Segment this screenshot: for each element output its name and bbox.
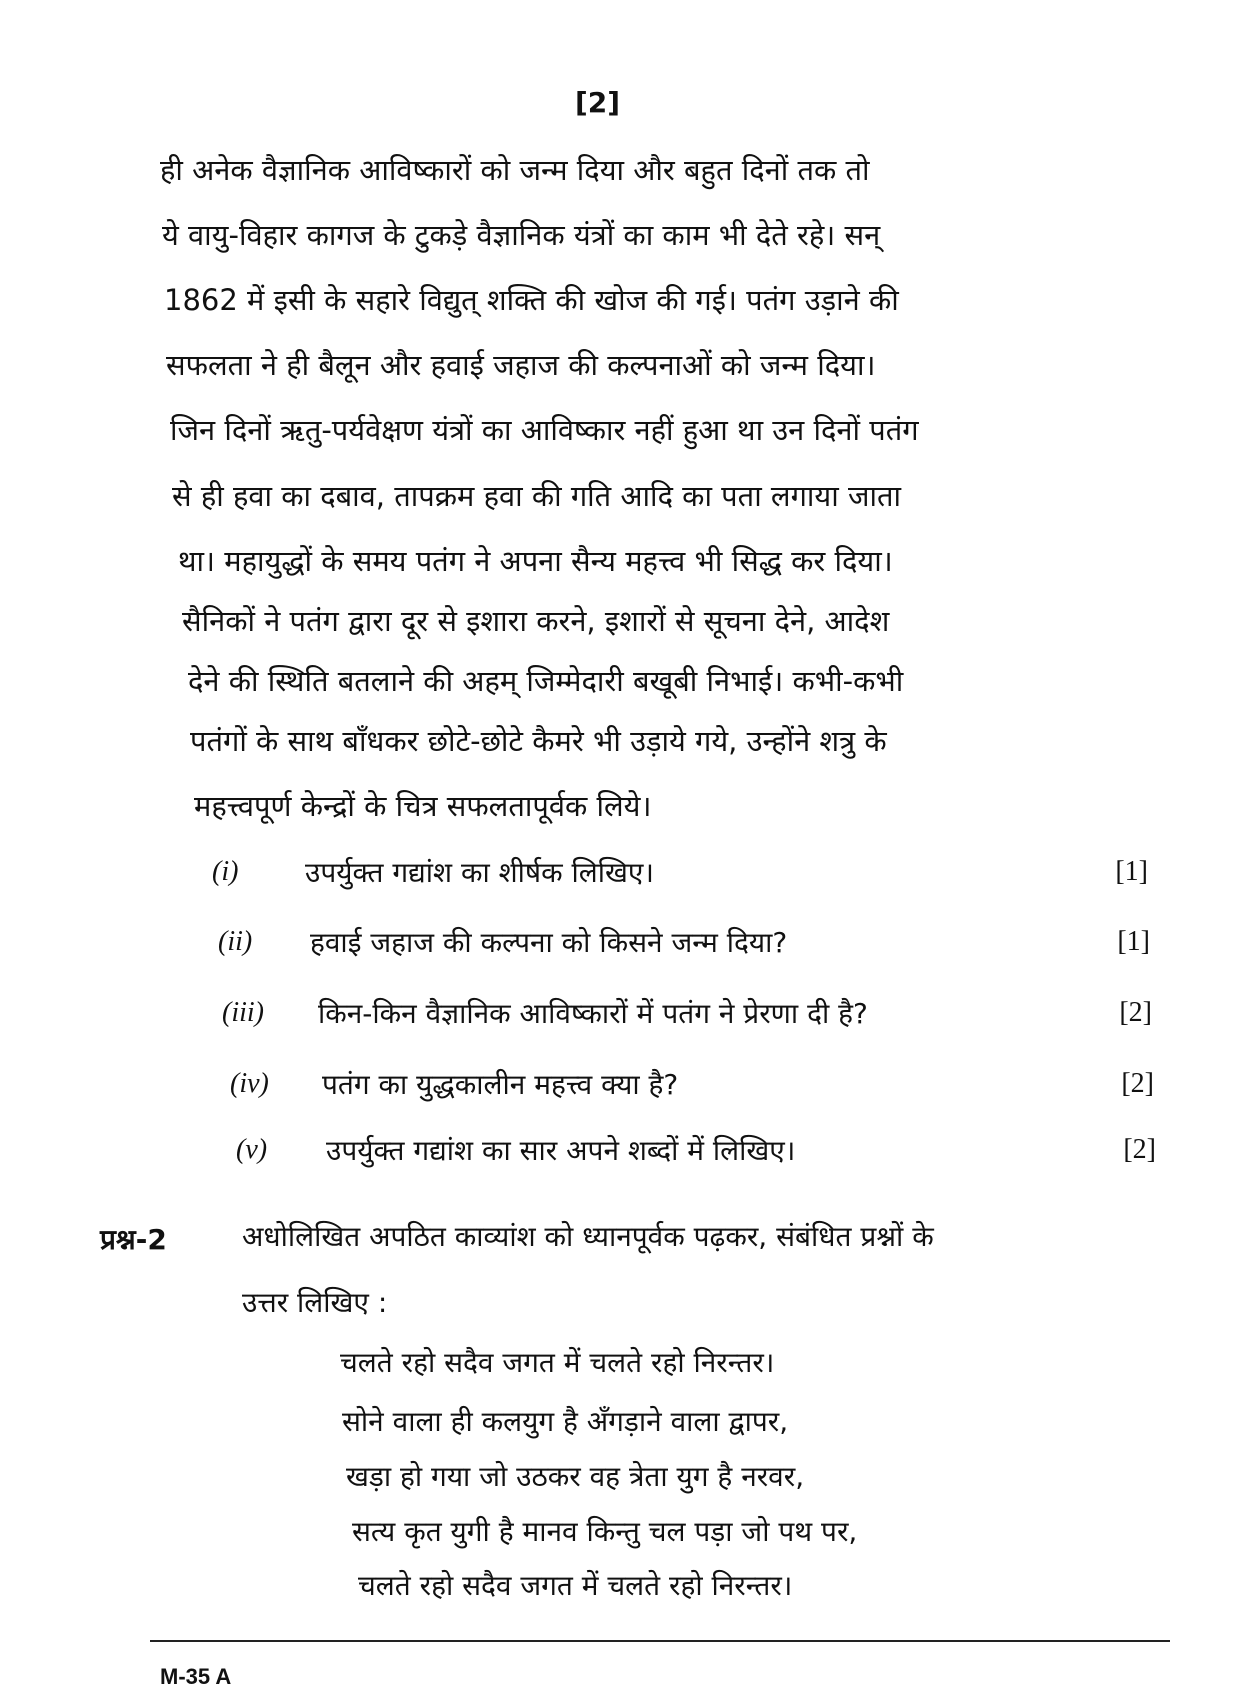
passage-line: था। महायुद्धों के समय पतंग ने अपना सैन्य महत्त्व भी सिद्ध कर दिया। xyxy=(178,544,893,578)
passage-line: सैनिकों ने पतंग द्वारा दूर से इशारा करने, इशारों से सूचना देने, आदेश xyxy=(182,604,890,638)
question-text: पतंग का युद्धकालीन महत्त्व क्या है? xyxy=(322,1068,679,1101)
question-text: उपर्युक्त गद्यांश का सार अपने शब्दों में लिखिए। xyxy=(326,1134,796,1167)
page-number: [2] xyxy=(575,86,621,119)
question-marks: [1] xyxy=(1115,856,1148,887)
footer-divider xyxy=(150,1640,1170,1642)
poem-line: सत्य कृत युगी है मानव किन्तु चल पड़ा जो पथ पर, xyxy=(352,1515,858,1548)
question-marks: [2] xyxy=(1123,1134,1156,1165)
footer-code: M-35 A xyxy=(160,1664,232,1689)
poem-line: खड़ा हो गया जो उठकर वह त्रेता युग है नरवर, xyxy=(346,1460,805,1493)
poem-line: सोने वाला ही कलयुग है अँगड़ाने वाला द्वापर, xyxy=(342,1405,789,1438)
question-marks: [2] xyxy=(1121,1068,1154,1099)
question-number: (i) xyxy=(212,856,239,887)
passage-line: 1862 में इसी के सहारे विद्युत् शक्ति की खोज की गई। पतंग उड़ाने की xyxy=(164,283,899,317)
passage-line: पतंगों के साथ बाँधकर छोटे-छोटे कैमरे भी उड़ाये गये, उन्होंने शत्रु के xyxy=(190,724,887,758)
question-text: उपर्युक्त गद्यांश का शीर्षक लिखिए। xyxy=(305,856,654,889)
passage-line: सफलता ने ही बैलून और हवाई जहाज की कल्पनाओं को जन्म दिया। xyxy=(166,348,876,382)
question-2-instruction: उत्तर लिखिए : xyxy=(242,1286,388,1319)
passage-line: ही अनेक वैज्ञानिक आविष्कारों को जन्म दिया और बहुत दिनों तक तो xyxy=(160,153,870,187)
question-text: किन-किन वैज्ञानिक आविष्कारों में पतंग ने प्रेरणा दी है? xyxy=(318,997,868,1030)
poem-line: चलते रहो सदैव जगत में चलते रहो निरन्तर। xyxy=(358,1569,793,1602)
question-number: (v) xyxy=(236,1134,268,1165)
passage-line: देने की स्थिति बतलाने की अहम् जिम्मेदारी बखूबी निभाई। कभी-कभी xyxy=(188,664,904,698)
passage-line: जिन दिनों ऋतु-पर्यवेक्षण यंत्रों का आविष्कार नहीं हुआ था उन दिनों पतंग xyxy=(170,413,919,447)
question-2-instruction: अधोलिखित अपठित काव्यांश को ध्यानपूर्वक पढ़कर, संबंधित प्रश्नों के xyxy=(242,1220,934,1253)
question-2-label: प्रश्न-2 xyxy=(100,1223,167,1256)
passage-line: महत्त्वपूर्ण केन्द्रों के चित्र सफलतापूर्वक लिये। xyxy=(194,789,652,823)
passage-line: से ही हवा का दबाव, तापक्रम हवा की गति आदि का पता लगाया जाता xyxy=(172,479,902,513)
question-number: (iv) xyxy=(230,1068,269,1099)
question-number: (ii) xyxy=(218,926,253,957)
question-number: (iii) xyxy=(222,997,264,1028)
question-marks: [1] xyxy=(1117,926,1150,957)
question-marks: [2] xyxy=(1119,997,1152,1028)
poem-line: चलते रहो सदैव जगत में चलते रहो निरन्तर। xyxy=(340,1346,775,1379)
question-text: हवाई जहाज की कल्पना को किसने जन्म दिया? xyxy=(310,926,788,959)
passage-line: ये वायु-विहार कागज के टुकड़े वैज्ञानिक यंत्रों का काम भी देते रहे। सन् xyxy=(162,218,881,252)
